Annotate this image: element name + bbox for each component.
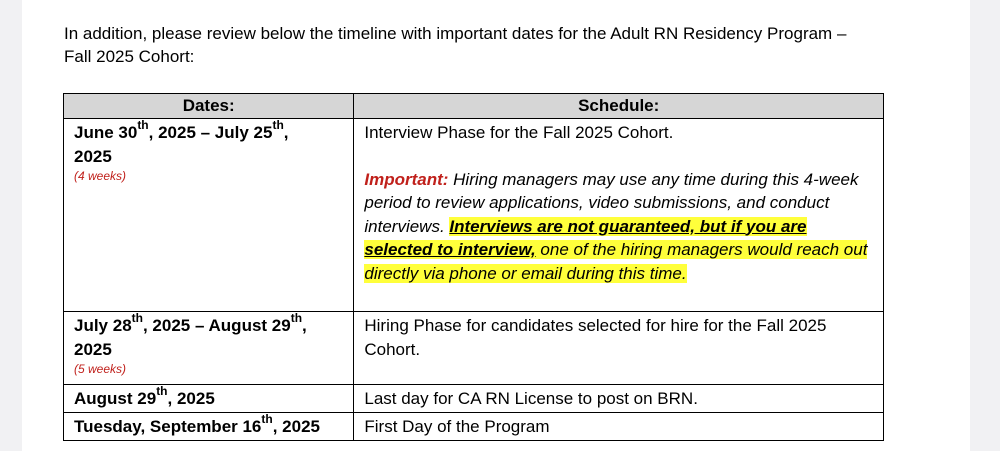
- date-cell: [64, 413, 354, 441]
- duration-note: (5 weeks): [74, 362, 127, 376]
- schedule-cell: [354, 385, 884, 413]
- date-year: 2025: [74, 147, 112, 166]
- table-row: [64, 413, 884, 441]
- schedule-text: Hiring Phase for candidates selected for hire for the Fall 2025 Cohort.: [364, 316, 827, 359]
- table-row: [64, 385, 884, 413]
- schedule-text: Interview Phase for the Fall 2025 Cohort.: [364, 123, 674, 142]
- dates-header: Dates:: [64, 94, 354, 119]
- date-cell: [64, 119, 354, 312]
- schedule-header: Schedule:: [354, 94, 884, 119]
- date-year: 2025: [74, 340, 112, 359]
- table-row: [64, 312, 884, 385]
- intro-paragraph: In addition, please review below the timeline with important dates for the Adult RN Residency Program – Fall 2025 Cohort:: [64, 24, 847, 66]
- date-cell: [64, 385, 354, 413]
- schedule-cell: [354, 413, 884, 441]
- timeline-table: [63, 93, 884, 441]
- date-cell: [64, 312, 354, 385]
- schedule-cell: [354, 119, 884, 312]
- highlight-bold-text: Interviews are not guaranteed, but if you are selected to interview,: [364, 216, 807, 259]
- highlight-text: one of the hiring managers would reach out directly via phone or email during this time.: [364, 240, 868, 283]
- table-row: [64, 119, 884, 312]
- schedule-cell: [354, 312, 884, 385]
- date-range: June 30th, 2025 – July 25th,: [74, 118, 289, 142]
- date-single: Tuesday, September 16th, 2025: [74, 412, 320, 436]
- schedule-text: First Day of the Program: [364, 417, 550, 436]
- important-label: Important:: [364, 169, 449, 189]
- duration-note: (4 weeks): [74, 169, 127, 183]
- important-text: Hiring managers may use any time during this 4-week period to review applications, video submissions, and conduct interviews.: [364, 169, 859, 236]
- date-single: August 29th, 2025: [74, 384, 215, 408]
- table-header-row: [64, 94, 884, 119]
- important-paragraph: [364, 168, 875, 286]
- schedule-text: Last day for CA RN License to post on BRN.: [364, 389, 698, 408]
- date-range: July 28th, 2025 – August 29th,: [74, 311, 307, 335]
